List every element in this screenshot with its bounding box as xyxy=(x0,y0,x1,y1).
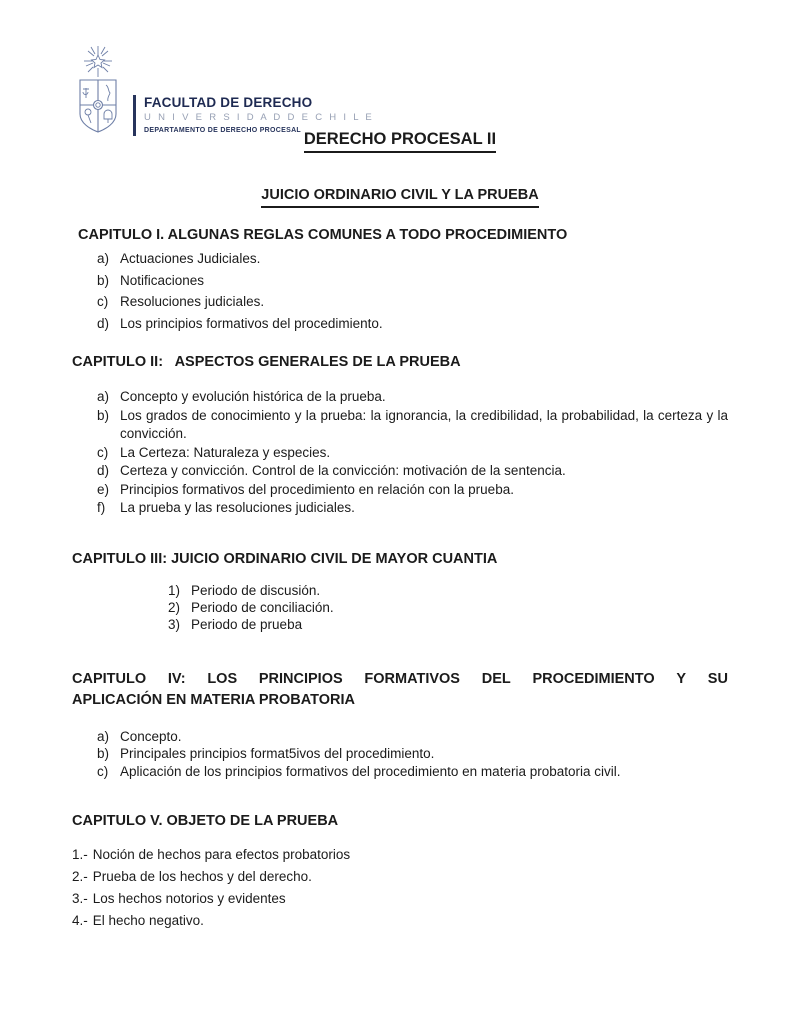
university-crest-icon xyxy=(70,44,126,136)
section-list xyxy=(72,844,728,932)
section-heading: CAPITULO II: ASPECTOS GENERALES DE LA PRUEBA xyxy=(72,354,461,370)
list-item xyxy=(72,888,728,910)
section-heading-line2: APLICACIÓN EN MATERIA PROBATORIA xyxy=(72,691,356,708)
section-capitulo-5 xyxy=(72,812,728,932)
list-item xyxy=(72,444,728,463)
item-marker: d) xyxy=(97,463,110,478)
item-text: Los hechos notorios y evidentes xyxy=(92,891,286,906)
section-list xyxy=(72,582,728,633)
item-marker: a) xyxy=(97,389,110,404)
item-marker: a) xyxy=(97,251,110,266)
item-text: Aplicación de los principios formativos del procedimiento en materia probatoria civil. xyxy=(120,763,621,779)
item-text: Periodo de conciliación. xyxy=(191,599,334,615)
letterhead-logo xyxy=(70,44,374,136)
item-marker: 1) xyxy=(168,582,181,598)
item-marker: e) xyxy=(97,481,110,497)
item-text: Periodo de discusión. xyxy=(191,582,321,598)
item-text: La Certeza: Naturaleza y especies. xyxy=(120,444,331,460)
item-marker: f) xyxy=(97,500,106,515)
section-list xyxy=(72,248,728,334)
item-marker: c) xyxy=(97,444,109,460)
list-item xyxy=(72,407,728,444)
item-text: Actuaciones Judiciales. xyxy=(120,251,261,266)
list-item xyxy=(72,866,728,888)
section-heading: CAPITULO III: JUICIO ORDINARIO CIVIL DE MAYOR CUANTIA xyxy=(72,550,498,567)
section-capitulo-1 xyxy=(72,226,728,334)
list-item xyxy=(72,462,728,481)
section-heading-line1: CAPITULO IV: LOS PRINCIPIOS FORMATIVOS DEL PROCEDIMIENTO Y SU xyxy=(72,670,728,687)
list-item xyxy=(72,728,728,746)
item-marker: b) xyxy=(97,272,110,288)
item-text: Concepto y evolución histórica de la prueba. xyxy=(120,389,386,404)
item-marker: c) xyxy=(97,763,109,779)
item-marker: 1.- xyxy=(72,847,88,862)
list-item xyxy=(72,599,728,616)
item-text: Resoluciones judiciales. xyxy=(120,294,265,309)
item-text: El hecho negativo. xyxy=(92,913,204,928)
item-text: Prueba de los hechos y del derecho. xyxy=(92,869,312,884)
item-text: Certeza y convicción. Control de la convicción: motivación de la sentencia. xyxy=(120,463,566,478)
document-title-text: DERECHO PROCESAL II xyxy=(304,129,496,153)
item-text: La prueba y las resoluciones judiciales. xyxy=(120,500,355,515)
list-item xyxy=(72,844,728,866)
item-text: Notificaciones xyxy=(120,272,205,288)
item-marker: 3) xyxy=(168,616,181,632)
list-item xyxy=(72,481,728,500)
document-subtitle xyxy=(72,186,728,208)
item-marker: b) xyxy=(97,407,110,423)
item-marker: 2) xyxy=(168,599,181,615)
list-item xyxy=(72,291,728,313)
document-subtitle-text: JUICIO ORDINARIO CIVIL Y LA PRUEBA xyxy=(261,186,538,208)
list-item xyxy=(72,910,728,932)
list-item xyxy=(72,616,728,633)
section-capitulo-2 xyxy=(72,353,728,518)
faculty-name: FACULTAD DE DERECHO xyxy=(144,95,313,110)
university-name: U N I V E R S I D A D D E C H I L E xyxy=(144,112,375,123)
section-capitulo-3 xyxy=(72,550,728,633)
list-item xyxy=(72,248,728,270)
item-marker: b) xyxy=(97,746,110,761)
document-content xyxy=(0,129,800,932)
section-list xyxy=(72,728,728,781)
item-marker: d) xyxy=(97,315,110,331)
item-marker: c) xyxy=(97,294,109,309)
list-item xyxy=(72,499,728,518)
list-item xyxy=(72,313,728,335)
item-text: Periodo de prueba xyxy=(191,616,303,632)
department-name: DEPARTAMENTO DE DERECHO PROCESAL xyxy=(144,127,301,134)
list-item xyxy=(72,388,728,407)
item-text: Principales principios format5ivos del procedimiento. xyxy=(120,746,435,761)
item-marker: 3.- xyxy=(72,891,88,906)
item-marker: 4.- xyxy=(72,913,88,928)
item-text: Noción de hechos para efectos probatorios xyxy=(92,847,351,862)
list-item xyxy=(72,270,728,292)
section-capitulo-4 xyxy=(72,669,728,781)
item-text: Concepto. xyxy=(120,728,182,744)
item-text: Los principios formativos del procedimiento. xyxy=(120,315,383,331)
item-text: Los grados de conocimiento y la prueba: la ignorancia, la credibilidad, la probabilidad, la certeza y la convicción. xyxy=(120,407,728,441)
list-item xyxy=(72,763,728,781)
letterhead-text xyxy=(133,95,374,136)
section-heading: CAPITULO V. OBJETO DE LA PRUEBA xyxy=(72,813,339,829)
section-heading: CAPITULO I. ALGUNAS REGLAS COMUNES A TODO PROCEDIMIENTO xyxy=(78,227,568,243)
item-text: Principios formativos del procedimiento en relación con la prueba. xyxy=(120,481,514,497)
list-item xyxy=(72,745,728,763)
section-list xyxy=(72,388,728,518)
item-marker: 2.- xyxy=(72,869,88,884)
list-item xyxy=(72,582,728,599)
item-marker: a) xyxy=(97,728,110,744)
